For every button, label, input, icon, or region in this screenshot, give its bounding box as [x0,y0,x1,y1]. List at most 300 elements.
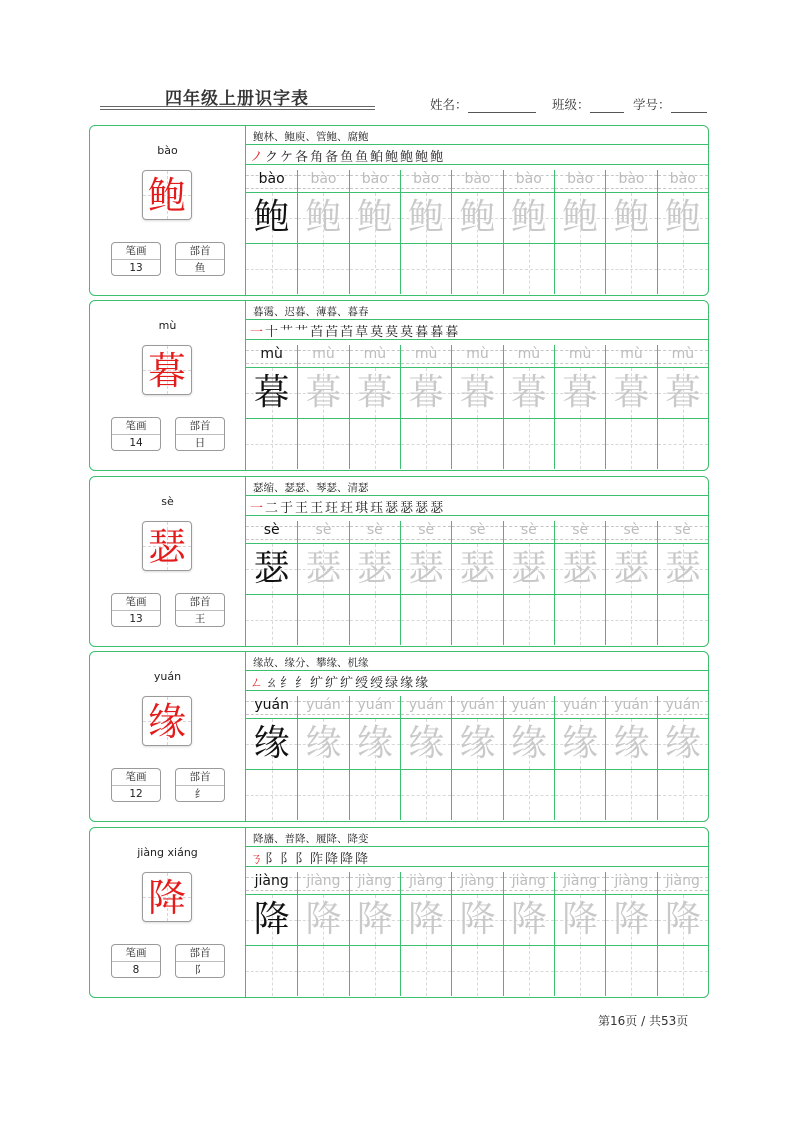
empty-practice-cell[interactable] [246,946,297,996]
character-trace-cell[interactable] [297,193,348,243]
pinyin-trace: jiàng [563,873,598,889]
pinyin-practice-cell[interactable] [349,170,400,192]
radical-value: 阝 [194,964,206,976]
pinyin-practice-cell[interactable] [297,345,348,367]
stroke-count-label: 笔画 [112,243,160,260]
stroke-step: 降 [340,852,354,867]
pinyin-practice-cell[interactable] [246,521,297,543]
character-trace-cell[interactable] [657,544,708,594]
pinyin-practice-cell[interactable] [400,696,451,718]
empty-practice-cell[interactable] [400,770,451,820]
radical-label: 部首 [176,418,224,435]
character-trace: 瑟 [664,548,701,589]
character-trace-cell[interactable] [503,368,554,418]
stroke-count-value: 13 [129,262,143,274]
stroke-step: 鲍 [385,150,399,165]
practice-grid [246,170,708,295]
pinyin-trace: sè [520,522,537,538]
character-trace-cell[interactable] [605,368,656,418]
stroke-step: 艹 [295,325,309,340]
character-trace-cell[interactable] [503,193,554,243]
pinyin-practice-cell[interactable] [451,345,502,367]
stroke-step: 鲍 [400,150,414,165]
character-trace-cell[interactable] [554,368,605,418]
character-info-panel [90,301,246,470]
empty-practice-cell[interactable] [554,770,605,820]
character-trace: 降 [459,899,496,940]
character-trace: 鲍 [408,197,445,238]
stroke-step: 一 [250,325,264,340]
character-display-box [142,521,192,571]
character-trace-cell[interactable] [349,368,400,418]
character-trace-cell[interactable] [657,895,708,945]
pinyin-trace: bào [618,171,645,187]
pinyin-practice-cell[interactable] [451,170,502,192]
stroke-step: ノ [250,150,264,165]
page-title: 四年级上册识字表 [165,89,309,109]
pinyin-practice-cell[interactable] [246,872,297,894]
character-trace: 降 [664,899,701,940]
stroke-count-label: 笔画 [112,945,160,962]
pinyin-trace: sè [469,522,486,538]
character-trace-cell[interactable] [400,193,451,243]
pinyin-practice-cell[interactable] [657,521,708,543]
stroke-step: 各 [295,150,309,165]
stroke-count-label: 笔画 [112,418,160,435]
character-display-box [142,345,192,395]
radical-box [175,944,225,978]
stroke-step: 纟 [280,676,294,691]
empty-practice-cell[interactable] [503,244,554,294]
character-trace: 暮 [305,372,342,413]
character-trace-cell[interactable] [503,719,554,769]
stroke-step: 莫 [385,325,399,340]
character-trace: 降 [408,899,445,940]
pinyin-trace: sè [674,522,691,538]
radical-box [175,242,225,276]
stroke-step: 鲍 [415,150,429,165]
empty-practice-cell[interactable] [605,770,656,820]
character-info-panel [90,126,246,295]
pinyin-practice-cell[interactable] [605,696,656,718]
character-card [89,476,709,647]
pinyin-practice-cell[interactable] [657,170,708,192]
empty-practice-cell[interactable] [246,419,297,469]
student-id-blank[interactable] [671,100,707,113]
stroke-step: 阼 [310,852,324,867]
character-trace-cell[interactable] [400,368,451,418]
stroke-step: 苩 [340,325,354,340]
pinyin-practice-cell[interactable] [246,170,297,192]
empty-practice-cell[interactable] [657,770,708,820]
character-trace: 瑟 [510,548,547,589]
character-trace-cell[interactable] [246,895,297,945]
pinyin-practice-cell[interactable] [451,872,502,894]
pinyin-practice-cell[interactable] [297,872,348,894]
stroke-count-value: 13 [129,613,143,625]
pinyin-practice-cell[interactable] [503,170,554,192]
character-display-box [142,170,192,220]
character-trace: 暮 [408,372,445,413]
stroke-step: 莫 [400,325,414,340]
character-trace: 缘 [356,723,393,764]
empty-practice-cell[interactable] [451,419,502,469]
pinyin-practice-cell[interactable] [451,696,502,718]
character-trace-cell[interactable] [246,368,297,418]
stroke-step: 瑟 [415,501,429,516]
pinyin-practice-cell[interactable] [503,521,554,543]
character-trace: 鲍 [459,197,496,238]
practice-grid [246,872,708,997]
empty-practice-cell[interactable] [246,244,297,294]
empty-practice-cell[interactable] [400,595,451,645]
example-words: 鲍林、鲍庾、管鲍、腐鲍 [253,131,369,143]
pinyin-trace: jiàng [409,873,444,889]
empty-practice-cell[interactable] [554,244,605,294]
character-trace-cell[interactable] [605,193,656,243]
empty-practice-cell[interactable] [246,770,297,820]
pinyin-trace: mù [363,346,387,362]
radical-label: 部首 [176,769,224,786]
empty-practice-cell[interactable] [400,244,451,294]
pinyin-practice-cell[interactable] [400,872,451,894]
pinyin-trace: jiàng [357,873,392,889]
empty-practice-cell[interactable] [451,595,502,645]
stroke-order-row [250,672,430,690]
character-trace-cell[interactable] [554,895,605,945]
character-trace: 鲍 [562,197,599,238]
pinyin-trace: sè [623,522,640,538]
pinyin-trace: bào [464,171,491,187]
empty-practice-cell[interactable] [349,946,400,996]
empty-practice-cell[interactable] [297,419,348,469]
pinyin-practice-cell[interactable] [657,872,708,894]
pinyin-practice-cell[interactable] [503,345,554,367]
pinyin-practice-cell[interactable] [503,696,554,718]
pinyin-trace: mù [671,346,695,362]
page-number: 第16页 / 共53页 [598,1014,689,1028]
character-trace-cell[interactable] [297,719,348,769]
stroke-count-box [111,593,161,627]
character-trace-cell[interactable] [297,895,348,945]
pinyin-trace: sè [366,522,383,538]
stroke-step: 艹 [280,325,294,340]
pinyin-practice-cell[interactable] [400,170,451,192]
radical-value: 纟 [194,788,206,800]
character-trace-cell[interactable] [297,368,348,418]
practice-grid [246,345,708,470]
pinyin-practice-cell[interactable] [554,521,605,543]
example-words: 缘故、缘分、攀缘、机缘 [253,657,369,669]
character-trace-cell[interactable] [400,719,451,769]
character-trace: 暮 [562,372,599,413]
character-trace: 缘 [664,723,701,764]
pinyin-practice-cell[interactable] [657,345,708,367]
stroke-count-value: 8 [132,964,140,976]
main-character: 瑟 [147,525,186,569]
stroke-step: 草 [355,325,369,340]
stroke-step: 降 [325,852,339,867]
pinyin-practice-cell[interactable] [349,345,400,367]
empty-practice-cell[interactable] [349,595,400,645]
empty-practice-cell[interactable] [605,946,656,996]
stroke-step: 暮 [445,325,459,340]
character-trace-cell[interactable] [400,544,451,594]
radical-box [175,593,225,627]
empty-practice-cell[interactable] [349,770,400,820]
pinyin-trace: jiàng [254,873,289,889]
pinyin-trace: jiàng [460,873,495,889]
pinyin-practice-cell[interactable] [605,170,656,192]
character-trace: 瑟 [408,548,445,589]
pinyin-practice-cell[interactable] [605,521,656,543]
pinyin-trace: yuán [562,697,598,713]
pinyin-label: bào [157,144,178,157]
character-trace: 鲍 [664,197,701,238]
pinyin-trace: mù [620,346,643,362]
example-words: 瑟缩、瑟瑟、琴瑟、清瑟 [253,482,369,494]
character-trace-cell[interactable] [451,368,502,418]
pinyin-trace: yuán [306,697,341,713]
character-trace-cell[interactable] [246,544,297,594]
empty-practice-cell[interactable] [297,595,348,645]
name-field[interactable] [430,95,536,113]
pinyin-practice-cell[interactable] [657,696,708,718]
character-trace: 缘 [510,723,547,764]
class-label: 班级： [552,97,590,112]
stroke-step: 纩 [310,676,324,691]
character-trace: 缘 [613,723,650,764]
radical-value: 王 [194,613,206,625]
pinyin-practice-cell[interactable] [605,872,656,894]
stroke-step: 苩 [325,325,339,340]
stroke-count-box [111,768,161,802]
character-info-panel [90,828,246,997]
stroke-step: 绿 [385,676,399,691]
stroke-step: 玨 [340,501,354,516]
character-trace-cell[interactable] [605,544,656,594]
character-trace-cell[interactable] [451,193,502,243]
character-trace-cell[interactable] [657,193,708,243]
main-character: 缘 [147,700,186,744]
empty-practice-cell[interactable] [657,244,708,294]
character-trace-cell[interactable] [297,544,348,594]
stroke-count-box [111,417,161,451]
stroke-step: 十 [265,325,279,340]
pinyin-trace: jiàng [511,873,546,889]
pinyin-practice-cell[interactable] [503,872,554,894]
pinyin-trace: yuán [614,697,649,713]
pinyin-trace: yuán [511,697,547,713]
empty-practice-cell[interactable] [246,595,297,645]
stroke-step: 阝 [265,852,279,867]
empty-practice-cell[interactable] [297,244,348,294]
stroke-step: 一 [250,501,264,516]
pinyin-practice-cell[interactable] [554,872,605,894]
character-trace: 暮 [459,372,496,413]
pinyin-trace: yuán [408,697,444,713]
pinyin-trace: jiàng [306,873,341,889]
pinyin-trace: mù [466,346,489,362]
character-display-box [142,872,192,922]
stroke-order-row [250,321,460,339]
stroke-count-label: 笔画 [112,769,160,786]
pinyin-practice-cell[interactable] [246,696,297,718]
pinyin-practice-cell[interactable] [451,521,502,543]
character-trace: 瑟 [459,548,496,589]
stroke-step: 缘 [400,676,414,691]
stroke-step: 鱼 [340,150,354,165]
empty-practice-cell[interactable] [503,770,554,820]
character-info-panel [90,477,246,646]
empty-practice-cell[interactable] [657,946,708,996]
empty-practice-cell[interactable] [297,946,348,996]
radical-value: 鱼 [194,262,206,274]
pinyin-practice-cell[interactable] [349,872,400,894]
character-trace-cell[interactable] [657,719,708,769]
character-trace-cell[interactable] [246,193,297,243]
stroke-step: ケ [280,150,294,165]
class-blank[interactable] [590,100,624,113]
character-trace: 降 [510,899,547,940]
pinyin-trace: jiàng [614,873,649,889]
character-card [89,827,709,998]
stroke-count-box [111,242,161,276]
stroke-step: 王 [310,501,324,516]
stroke-step: ク [265,150,279,165]
stroke-step: 珏 [370,501,384,516]
character-trace: 鲍 [510,197,547,238]
pinyin-trace: sè [572,522,589,538]
empty-practice-cell[interactable] [503,419,554,469]
character-trace-cell[interactable] [400,895,451,945]
empty-practice-cell[interactable] [349,244,400,294]
stroke-count-box [111,944,161,978]
pinyin-practice-cell[interactable] [554,170,605,192]
character-trace: 鲍 [253,197,290,238]
pinyin-practice-cell[interactable] [297,521,348,543]
empty-practice-cell[interactable] [503,946,554,996]
pinyin-trace: bào [258,171,285,187]
character-trace-cell[interactable] [349,193,400,243]
character-trace-cell[interactable] [503,895,554,945]
character-trace: 缘 [253,723,290,764]
empty-practice-cell[interactable] [400,419,451,469]
character-trace: 瑟 [305,548,342,589]
character-trace-cell[interactable] [451,719,502,769]
empty-practice-cell[interactable] [657,419,708,469]
character-trace-cell[interactable] [451,895,502,945]
pinyin-practice-cell[interactable] [349,696,400,718]
stroke-order-row [250,497,445,515]
stroke-step: ㄥ [250,676,264,691]
character-trace-cell[interactable] [605,719,656,769]
character-trace-cell[interactable] [503,544,554,594]
character-trace: 瑟 [253,548,290,589]
name-blank[interactable] [468,100,536,113]
character-trace: 瑟 [356,548,393,589]
stroke-step: 阝 [295,852,309,867]
stroke-step: 纟 [295,676,309,691]
empty-practice-cell[interactable] [349,419,400,469]
stroke-step: 瑟 [430,501,444,516]
practice-grid [246,521,708,646]
pinyin-practice-cell[interactable] [297,696,348,718]
stroke-step: ㄠ [265,676,279,691]
pinyin-trace: mù [312,346,335,362]
stroke-step: 鱼 [355,150,369,165]
empty-practice-cell[interactable] [657,595,708,645]
empty-practice-cell[interactable] [605,244,656,294]
character-trace-cell[interactable] [349,544,400,594]
pinyin-practice-cell[interactable] [400,345,451,367]
empty-practice-cell[interactable] [451,244,502,294]
pinyin-practice-cell[interactable] [554,345,605,367]
pinyin-trace: jiàng [665,873,700,889]
empty-practice-cell[interactable] [503,595,554,645]
pinyin-practice-cell[interactable] [297,170,348,192]
character-trace: 缘 [305,723,342,764]
empty-practice-cell[interactable] [297,770,348,820]
pinyin-practice-cell[interactable] [349,521,400,543]
pinyin-practice-cell[interactable] [605,345,656,367]
character-trace-cell[interactable] [554,193,605,243]
stroke-step: 鲌 [370,150,384,165]
pinyin-trace: bào [567,171,594,187]
character-trace-cell[interactable] [349,719,400,769]
empty-practice-cell[interactable] [554,595,605,645]
character-trace-cell[interactable] [451,544,502,594]
character-trace: 暮 [356,372,393,413]
character-trace-cell[interactable] [554,544,605,594]
pinyin-practice-cell[interactable] [246,345,297,367]
empty-practice-cell[interactable] [605,419,656,469]
pinyin-trace: mù [517,346,541,362]
stroke-step: 瑟 [400,501,414,516]
empty-practice-cell[interactable] [554,419,605,469]
student-id-field[interactable] [633,95,707,113]
pinyin-trace: bào [413,171,440,187]
character-trace-cell[interactable] [657,368,708,418]
class-field[interactable] [552,95,624,113]
pinyin-practice-cell[interactable] [554,696,605,718]
character-trace: 鲍 [305,197,342,238]
character-trace-cell[interactable] [246,719,297,769]
stroke-step: 于 [280,501,294,516]
empty-practice-cell[interactable] [400,946,451,996]
pinyin-trace: bào [310,171,337,187]
character-trace-cell[interactable] [605,895,656,945]
character-trace-cell[interactable] [349,895,400,945]
empty-practice-cell[interactable] [451,770,502,820]
character-trace: 瑟 [562,548,599,589]
name-label: 姓名： [430,97,468,112]
pinyin-label: jiàng xiáng [137,846,198,859]
pinyin-practice-cell[interactable] [400,521,451,543]
empty-practice-cell[interactable] [451,946,502,996]
stroke-step: 备 [325,150,339,165]
character-trace: 降 [253,899,290,940]
character-trace: 降 [562,899,599,940]
stroke-step: 缘 [415,676,429,691]
stroke-step: 纩 [325,676,339,691]
stroke-step: 降 [355,852,369,867]
empty-practice-cell[interactable] [605,595,656,645]
stroke-step: 莫 [370,325,384,340]
stroke-step: 瑟 [385,501,399,516]
empty-practice-cell[interactable] [554,946,605,996]
character-trace-cell[interactable] [554,719,605,769]
